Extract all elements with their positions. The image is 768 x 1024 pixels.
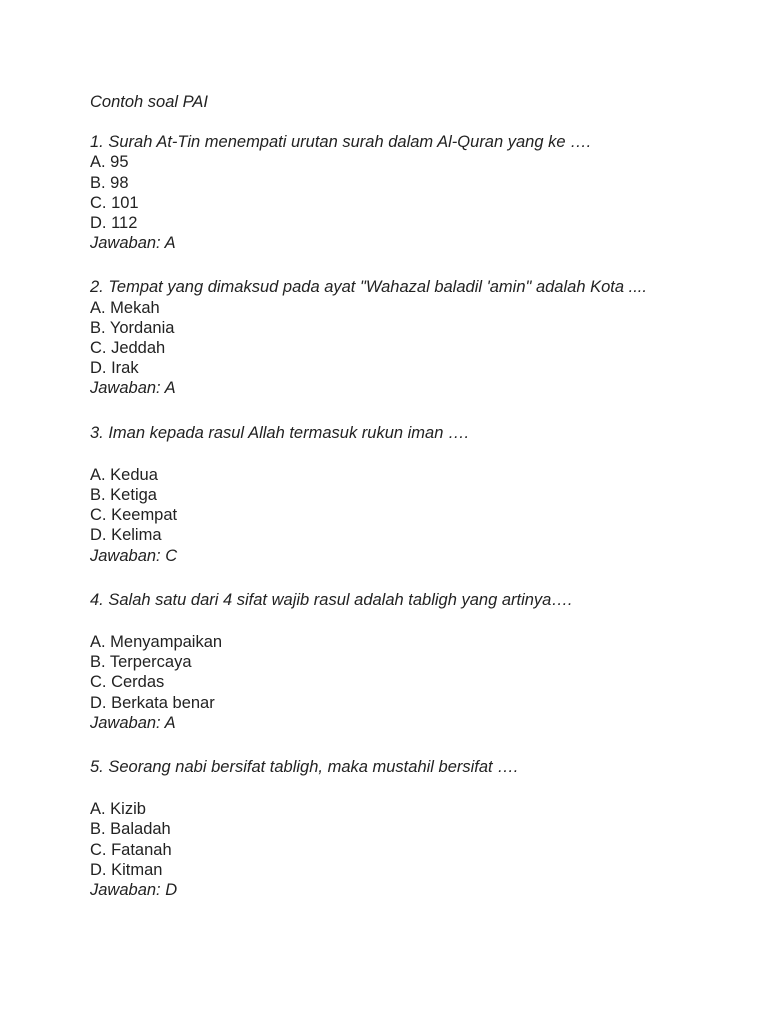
option-a: A. Menyampaikan (90, 633, 223, 652)
question-4 (90, 590, 730, 733)
option-c: C. Jeddah (90, 339, 166, 358)
question-5 (90, 757, 730, 900)
option-d: D. Irak (90, 359, 139, 378)
option-b: B. 98 (90, 173, 129, 192)
answer-key: Jawaban: D (90, 881, 178, 900)
option-a: A. 95 (90, 153, 129, 172)
option-c: C. Cerdas (90, 673, 165, 692)
option-d: D. 112 (90, 214, 138, 233)
answer-key: Jawaban: C (90, 546, 178, 565)
option-b: B. Baladah (90, 820, 171, 839)
question-text: 2. Tempat yang dimaksud pada ayat "Wahazal baladil 'amin" adalah Kota .... (90, 278, 647, 297)
question-1 (90, 132, 730, 253)
option-b: B. Ketiga (90, 486, 157, 505)
answer-key: Jawaban: A (90, 379, 176, 398)
question-3 (90, 423, 730, 566)
option-c: C. 101 (90, 193, 139, 212)
option-d: D. Berkata benar (90, 693, 215, 712)
document-title: Contoh soal PAI (90, 93, 209, 111)
question-text: 4. Salah satu dari 4 sifat wajib rasul adalah tabligh yang artinya…. (90, 590, 573, 609)
option-a: A. Mekah (90, 298, 160, 317)
option-c: C. Fatanah (90, 840, 172, 859)
option-a: A. Kizib (90, 800, 146, 819)
option-b: B. Yordania (90, 318, 175, 337)
question-text: 5. Seorang nabi bersifat tabligh, maka mustahil bersifat …. (90, 758, 519, 777)
question-text: 3. Iman kepada rasul Allah termasuk rukun iman …. (90, 423, 470, 442)
document-page (90, 92, 730, 924)
question-text: 1. Surah At-Tin menempati urutan surah dalam Al-Quran yang ke …. (90, 133, 592, 152)
option-b: B. Terpercaya (90, 653, 192, 672)
question-2 (90, 277, 730, 398)
option-a: A. Kedua (90, 465, 158, 484)
option-c: C. Keempat (90, 506, 178, 525)
answer-key: Jawaban: A (90, 713, 176, 732)
option-d: D. Kitman (90, 860, 163, 879)
option-d: D. Kelima (90, 526, 162, 545)
answer-key: Jawaban: A (90, 234, 176, 253)
